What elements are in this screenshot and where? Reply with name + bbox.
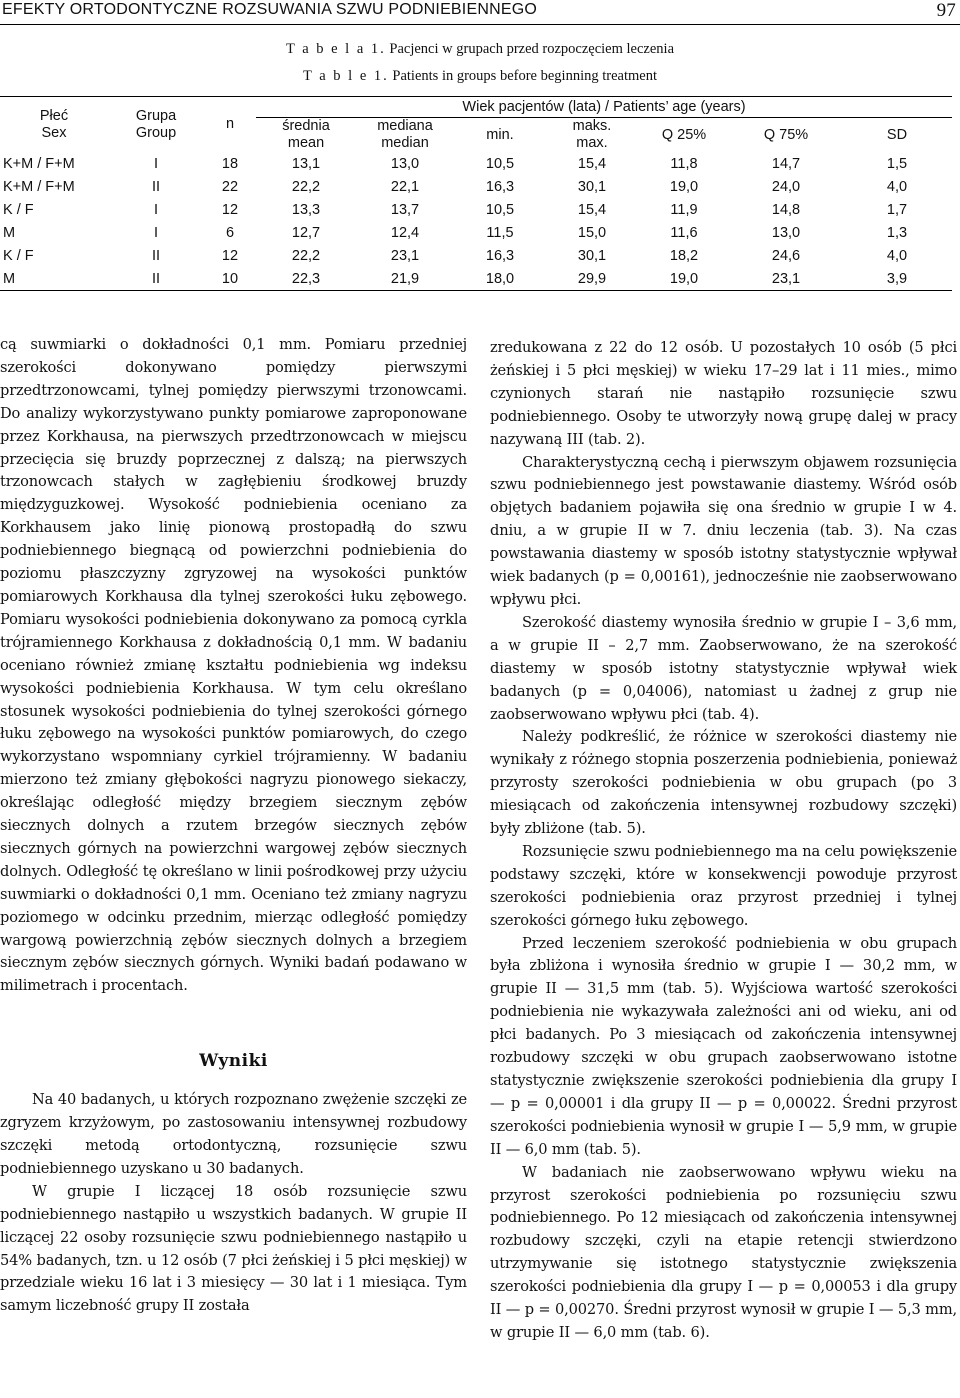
- cell-max: 30,1: [577, 178, 607, 195]
- cell-q75: 23,1: [730, 267, 842, 291]
- cell-median: 22,1: [390, 178, 420, 195]
- cell-max: 15,0: [577, 224, 607, 241]
- table-body: [0, 152, 952, 291]
- body-paragraph: Szerokość diastemy wynosiła średnio w grupie I – 3,6 mm, a w grupie II – 2,7 mm. Zaobserwowano, że na szerokość diastemy w sposób istotny statystycznie wpływał wiek badanych (p = 0,04006), natomiast u żadnej z grup nie zaobserwowano wpływu płci (tab. 4).: [490, 613, 957, 723]
- cell-sex: K / F: [3, 201, 34, 218]
- body-paragraph: Charakterystyczną cechą i pierwszym objawem rozsunięcia szwu podniebiennego jest powstawanie diastemy. Wśród osób objętych badaniem pojawiła się ona średnio w grupie I w 4. dniu, a w grupie II w 7. dniu leczenia (tab. 3). Na czas powstawania diastemy w sposób istotny statystycznie wpływał wiek badanych (p = 0,00161), jednocześnie nie zaobserwowano wpływu płci.: [490, 453, 957, 608]
- header-mean: [256, 118, 356, 153]
- body-paragraph: Na 40 badanych, u których rozpoznano zwężenie szczęki ze zgryzem krzyżowym, po zastosowaniu intensywnej rozbudowy szczęki metodą ortodontyczną, rozsunięcie szwu podniebiennego uzyskano u 30 badanych.: [0, 1091, 467, 1177]
- cell-sd: 1,5: [886, 155, 908, 172]
- header-min: min.: [486, 126, 514, 143]
- cell-q75: 14,8: [771, 201, 801, 218]
- cell-sd: 4,0: [886, 178, 908, 195]
- table-row: [0, 221, 952, 244]
- table-row: [0, 198, 952, 221]
- cell-max: 29,9: [546, 267, 638, 291]
- header-n: n: [204, 97, 256, 153]
- cell-q25: 19,0: [669, 178, 699, 195]
- running-header: [0, 0, 960, 25]
- cell-median: 21,9: [356, 267, 454, 291]
- table-row: [0, 267, 952, 291]
- cell-sd: 3,9: [842, 267, 952, 291]
- body-paragraph: W grupie I liczącej 18 osób rozsunięcie szwu podniebiennego nastąpiło u wszystkich badanych. W grupie II liczącej 22 osoby rozsunięcie szwu podniebiennego nastąpiło u 54% badanych, tzn. u 12 osób (7 płci żeńskiej i 5 płci męskiej) w przedziale wieku 16 lat i 3 miesięcy — 30 lat i 1 miesiąca. Tym samym liczebność grupy II została: [0, 1182, 467, 1315]
- page-number: 97: [936, 0, 956, 21]
- cell-sd: 1,7: [886, 201, 908, 218]
- header-median-pl: mediana: [377, 118, 433, 134]
- body-paragraph: Przed leczeniem szerokość podniebienia w obu grupach była zbliżona i wynosiła średnio w grupie I — 30,2 mm, w grupie II — 31,5 mm (tab. 5). Wyjściowa wartość szerokości podniebienia nie wykazywała zależności ani od wieku, ani od płci badanych. Po 3 miesiącach od zakończenia intensywnej rozbudowy szczęki w obu grupach zaobserwowano istotne statystycznie zwiększenie szerokości podniebienia dla grupy I — p = 0,00001 i dla grupy II — p = 0,00022. Średni przyrost szerokości podniebienia wynosił w grupie I — 5,9 mm, w grupie II — 6,0 mm (tab. 5).: [490, 934, 957, 1158]
- cell-median: 23,1: [390, 247, 420, 264]
- cell-median: 13,7: [390, 201, 420, 218]
- table-title-polish: Pacjenci w grupach przed rozpoczęciem leczenia: [389, 41, 675, 57]
- header-age: Wiek pacjentów (lata) / Patients’ age (years): [256, 97, 952, 118]
- cell-group: II: [108, 267, 204, 291]
- cell-n: 22: [221, 178, 239, 195]
- header-q25: Q 25%: [661, 126, 707, 143]
- header-sex: [0, 97, 108, 153]
- cell-q75: 24,0: [771, 178, 801, 195]
- header-row-1: [0, 97, 952, 118]
- cell-median: 12,4: [390, 224, 420, 241]
- cell-median: 13,0: [390, 155, 420, 172]
- table-caption-english: [0, 68, 960, 85]
- cell-mean: 13,3: [291, 201, 321, 218]
- cell-mean: 22,3: [256, 267, 356, 291]
- text-column-left: [0, 334, 467, 1318]
- table-caption-polish: [0, 41, 960, 58]
- cell-min: 11,5: [486, 224, 514, 241]
- cell-mean: 12,7: [291, 224, 321, 241]
- cell-n: 10: [204, 267, 256, 291]
- cell-sd: 4,0: [886, 247, 908, 264]
- header-q75: Q 75%: [763, 126, 809, 143]
- cell-sex: K / F: [3, 247, 34, 264]
- text-column-right: [490, 337, 957, 1345]
- cell-n: 12: [221, 247, 239, 264]
- table-row: [0, 244, 952, 267]
- cell-mean: 22,2: [291, 178, 321, 195]
- cell-group: II: [151, 178, 161, 195]
- cell-group: I: [153, 224, 159, 241]
- cell-max: 15,4: [577, 155, 607, 172]
- header-median-en: median: [381, 135, 429, 151]
- header-max-pl: maks.: [572, 118, 612, 134]
- cell-q75: 24,6: [771, 247, 801, 264]
- cell-sex: M: [3, 224, 16, 241]
- body-paragraph: Należy podkreślić, że różnice w szerokości diastemy nie wynikały z różnego stopnia poszerzenia podniebienia, ponieważ przyrosty szerokości podniebienia w obu grupach (po 3 miesiącach od zakończenia intensywnej rozbudowy szczęki) były zbliżone (tab. 5).: [490, 728, 957, 838]
- cell-n: 6: [225, 224, 235, 241]
- cell-min: 16,3: [485, 178, 515, 195]
- cell-sex: K+M / F+M: [3, 178, 75, 195]
- cell-sex: K+M / F+M: [3, 155, 75, 172]
- body-paragraph: W badaniach nie zaobserwowano wpływu wieku na przyrost szerokości podniebienia po rozsunięciu szwu podniebiennego. Po 12 miesiącach od zakończenia intensywnej rozbudowy szczęki, czyli na etapie retencji stwierdzono utrzymywanie się istotnego statystycznie zwiększenia szerokości podniebienia dla grupy I — p = 0,00053 i dla grupy II — p = 0,00270. Średni przyrost wynosił w grupie I — 5,3 mm, w grupie II — 6,0 mm (tab. 6).: [490, 1163, 957, 1341]
- cell-max: 30,1: [577, 247, 607, 264]
- cell-q25: 11,6: [670, 224, 698, 241]
- cell-mean: 13,1: [291, 155, 321, 172]
- table-label-english: T a b l e 1.: [303, 68, 389, 84]
- cell-q25: 11,9: [670, 201, 698, 218]
- table-label-polish: T a b e l a 1.: [285, 41, 386, 57]
- cell-q25: 18,2: [669, 247, 699, 264]
- header-sd: SD: [886, 126, 908, 143]
- cell-min: 18,0: [454, 267, 546, 291]
- cell-q25: 19,0: [638, 267, 730, 291]
- cell-group: I: [153, 155, 159, 172]
- cell-sd: 1,3: [886, 224, 908, 241]
- body-paragraph: Rozsunięcie szwu podniebiennego ma na celu powiększenie podstawy szczęki, które w konsekwencji powoduje przyrost szerokości podniebienia oraz przyrost przedniej i tylnej szerokości górnego łuku zębowego.: [490, 842, 957, 929]
- body-paragraph: zredukowana z 22 do 12 osób. U pozostałych 10 osób (5 płci żeńskiej i 5 płci męskiej) w wieku 17–29 lat i 11 mies., mimo czynionych starań nie nastąpiło rozsunięcie szwu podniebiennego. Osoby te utworzyły nową grupę dalej w pracy nazywaną III (tab. 2).: [490, 339, 957, 448]
- section-heading: Wyniki: [199, 1051, 268, 1072]
- header-median: [356, 118, 454, 153]
- cell-q75: 14,7: [771, 155, 801, 172]
- header-sex-en: Sex: [41, 124, 67, 141]
- cell-sex: M: [0, 267, 108, 291]
- header-group: [108, 97, 204, 153]
- header-mean-pl: średnia: [282, 118, 330, 134]
- table-row: [0, 175, 952, 198]
- cell-group: I: [153, 201, 159, 218]
- body-paragraph: cą suwmiarki o dokładności 0,1 mm. Pomiaru przedniej szerokości dokonywano pomiędzy pierwszymi przedtrzonowcami, tylnej pomiędzy pierwszymi trzonowcami. Do analizy wykorzystywano punkty pomiarowe zaproponowane przez Korkhausa, na pierwszych przedtrzonowcach w miejscu przecięcia się bruzdy poprzecznej z dalszą; na pierwszych trzonowcach stałych w zagłębieniu środkowej bruzdy międzyguzkowej. Wysokość podniebienia oceniano za Korkhausem jako linię pionową prostopadłą do szwu podniebiennego biegnącą od powierzchni podniebienia do poziomu płaszczyzny zgryzowej na wysokości punktów pomiarowych Korkhausa dla tylnej szerokości łuku zębowego. Pomiaru wysokości podniebienia dokonywano za pomocą cyrkla trójramiennego Korkhausa z dokładnością 0,1 mm. W badaniu oceniano również zmianę kształtu podniebienia wg indeksu wysokości podniebienia Korkhausa. W tym celu określano stosunek wysokości podniebienia do tylnej szerokości górnego łuku zębowego na wysokości punktów pomiarowych, do czego wykorzystano wspomniany cyrkiel trójramienny. W badaniu mierzono też zmiany głębokości nagryzu pionowego siekaczy, określając odległość między brzegiem siecznym zębów siecznych dolnych a rzutem brzegów siecznych zębów siecznych górnych na powierzchni wargowej zębów siecznych dolnych. Odległość tę określano w linii pośrodkowej przy użyciu suwmiarki o dokładności 0,1 mm. Oceniano też zmiany nagryzu poziomego w odcinku przednim, mierząc odległość pomiędzy wargową powierzchnią zębów siecznych dolnych a brzegiem siecznym zębów siecznych górnych. Wyniki badań podawano w milimetrach i procentach.: [0, 336, 467, 995]
- cell-n: 12: [221, 201, 239, 218]
- cell-min: 10,5: [485, 201, 515, 218]
- cell-q25: 11,8: [670, 155, 698, 172]
- cell-q75: 13,0: [771, 224, 801, 241]
- header-group-pl: Grupa: [135, 107, 177, 124]
- cell-mean: 22,2: [291, 247, 321, 264]
- cell-min: 16,3: [485, 247, 515, 264]
- cell-n: 18: [221, 155, 239, 172]
- running-title: EFEKTY ORTODONTYCZNE ROZSUWANIA SZWU PODNIEBIENNEGO: [2, 1, 537, 18]
- patients-table: [0, 96, 952, 291]
- table-title-english: Patients in groups before beginning treatment: [392, 68, 657, 84]
- header-mean-en: mean: [287, 135, 325, 151]
- cell-max: 15,4: [577, 201, 607, 218]
- header-max-en: max.: [576, 135, 608, 151]
- cell-group: II: [151, 247, 161, 264]
- header-max: [546, 118, 638, 153]
- table-row: [0, 152, 952, 175]
- cell-min: 10,5: [485, 155, 515, 172]
- header-group-en: Group: [135, 124, 177, 141]
- header-sex-pl: Płeć: [39, 107, 69, 124]
